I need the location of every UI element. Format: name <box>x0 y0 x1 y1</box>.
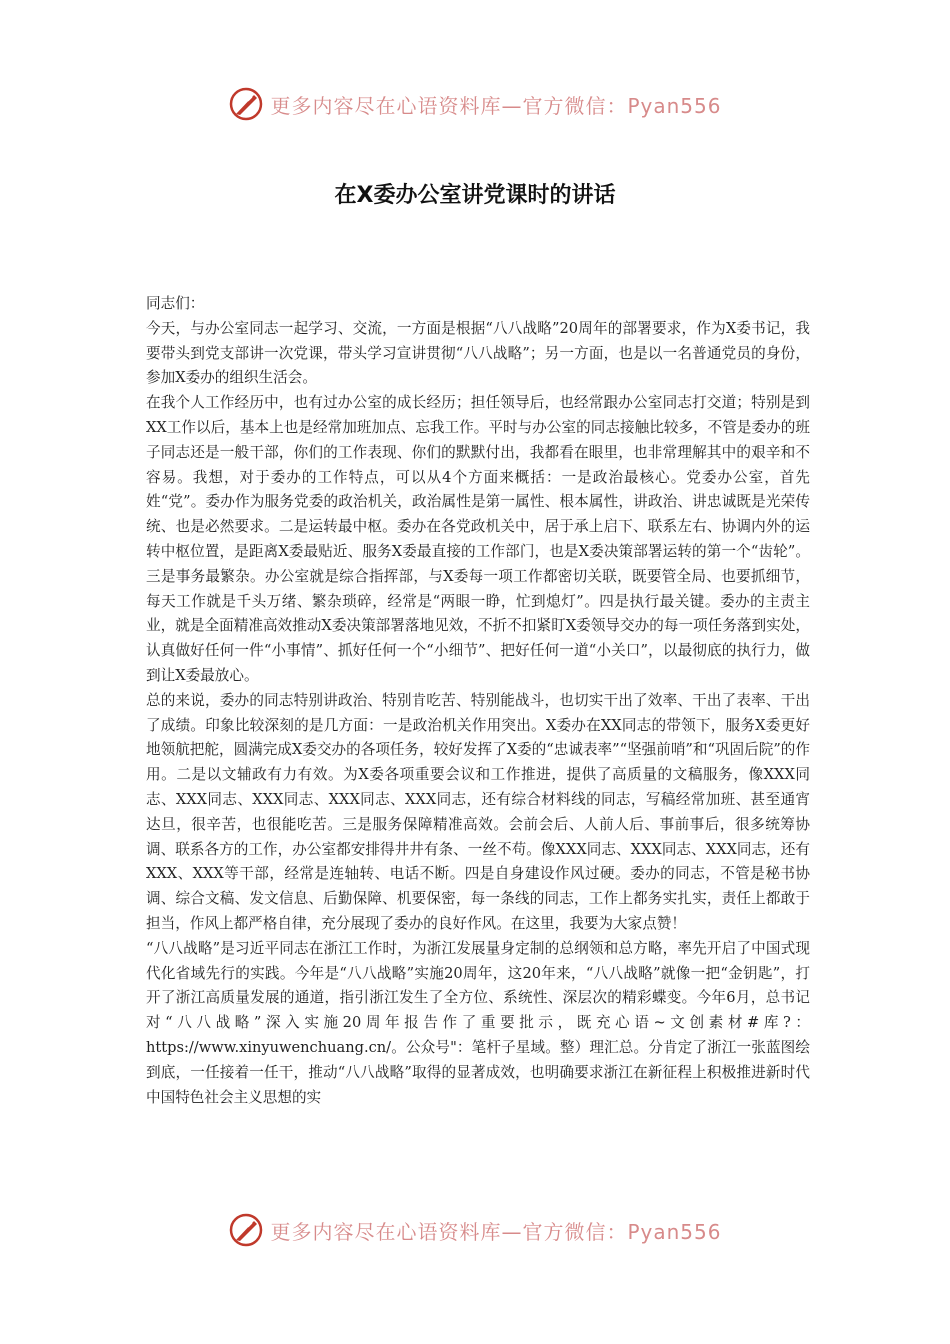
paragraph: “八八战略”是习近平同志在浙江工作时，为浙江发展量身定制的总纲领和总方略，率先开启了中国式现代化省域先行的实践。今年是“八八战略”实施20周年，这20年来，“八八战略”就像一把“金钥匙”，打开了浙江高质量发展的通道，指引浙江发生了全方位、系统性、深层次的精彩蝶变。今年6月，总书记对“八八战略”深入实施20周年报告作了重要批示，既充心语~文创素材#库?：https://www.xinyuwenchuang.cn/。公众号"：笔杆子星域。整）理汇总。分肯定了浙江一张蓝图绘到底，一任接着一任干，推动“八八战略”取得的显著成效，也明确要求浙江在新征程上积极推进新时代中国特色社会主义思想的实 <box>146 939 810 1106</box>
header-banner <box>0 82 950 126</box>
paragraph: 同志们： <box>146 295 205 312</box>
footer-banner-text: 更多内容尽在心语资料库—官方微信：Pyan556 <box>270 1219 722 1244</box>
paragraph: 在我个人工作经历中，也有过办公室的成长经历；担任领导后，也经常跟办公室同志打交道；特别是到XX工作以后，基本上也是经常加班加点、忘我工作。平时与办公室的同志接触比较多，不管是委办的班子同志还是一般干部，你们的工作表现、你们的默默付出，我都看在眼里，也非常理解其中的艰辛和不容易。我想，对于委办的工作特点，可以从4个方面来概括：一是政治最核心。党委办公室，首先姓“党”。委办作为服务党委的政治机关，政治属性是第一属性、根本属性，讲政治、讲忠诚既是光荣传统、也是必然要求。二是运转最中枢。委办在各党政机关中，居于承上启下、联系左右、协调内外的运转中枢位置，是距离X委最贴近、服务X委最直接的工作部门，也是X委决策部署运转的第一个“齿轮”。三是事务最繁杂。办公室就是综合指挥部，与X委每一项工作都密切关联，既要管全局、也要抓细节，每天工作就是千头万绪、繁杂琐碎，经常是“两眼一睁，忙到熄灯”。四是执行最关键。委办的主责主业，就是全面精准高效推动X委决策部署落地见效，不折不扣紧盯X委领导交办的每一项任务落到实处，认真做好任何一件“小事情”、抓好任何一个“小细节”、把好任何一道“小关口”，以最彻底的执行力，做到让X委最放心。 <box>146 394 810 684</box>
document-body <box>146 292 810 1110</box>
footer-banner <box>0 1208 950 1252</box>
document-title: 在X委办公室讲党课时的讲话 <box>334 183 616 208</box>
paragraph: 总的来说，委办的同志特别讲政治、特别肯吃苦、特别能战斗，也切实干出了效率、干出了表率、干出了成绩。印象比较深刻的是几方面：一是政治机关作用突出。X委办在XX同志的带领下，服务X委更好地领航把舵，圆满完成X委交办的各项任务，较好发挥了X委的“忠诚表率”“坚强前哨”和“巩固后院”的作用。二是以文辅政有力有效。为X委各项重要会议和工作推进，提供了高质量的文稿服务，像XXX同志、XXX同志、XXX同志、XXX同志、XXX同志，还有综合材料线的同志，写稿经常加班、甚至通宵达旦，很辛苦，也很能吃苦。三是服务保障精准高效。会前会后、人前人后、事前事后，很多统筹协调、联系各方的工作，办公室都安排得井井有条、一丝不苟。像XXX同志、XXX同志、XXX同志，还有XXX、XXX等干部，经常是连轴转、电话不断。四是自身建设作风过硬。委办的同志，不管是秘书协调、综合文稿、发文信息、后勤保障、机要保密，每一条线的同志，工作上都务实扎实，责任上都敢于担当，作风上都严格自律，充分展现了委办的良好作风。在这里，我要为大家点赞！ <box>146 691 810 932</box>
header-banner-text: 更多内容尽在心语资料库—官方微信：Pyan556 <box>270 93 722 118</box>
quill-logo-icon <box>228 1212 264 1248</box>
paragraph: 今天，与办公室同志一起学习、交流，一方面是根据“八八战略”20周年的部署要求，作为X委书记，我要带头到党支部讲一次党课，带头学习宣讲贯彻“八八战略”；另一方面，也是以一名普通党员的身份，参加X委办的组织生活会。 <box>146 319 810 387</box>
quill-logo-icon <box>228 86 264 122</box>
